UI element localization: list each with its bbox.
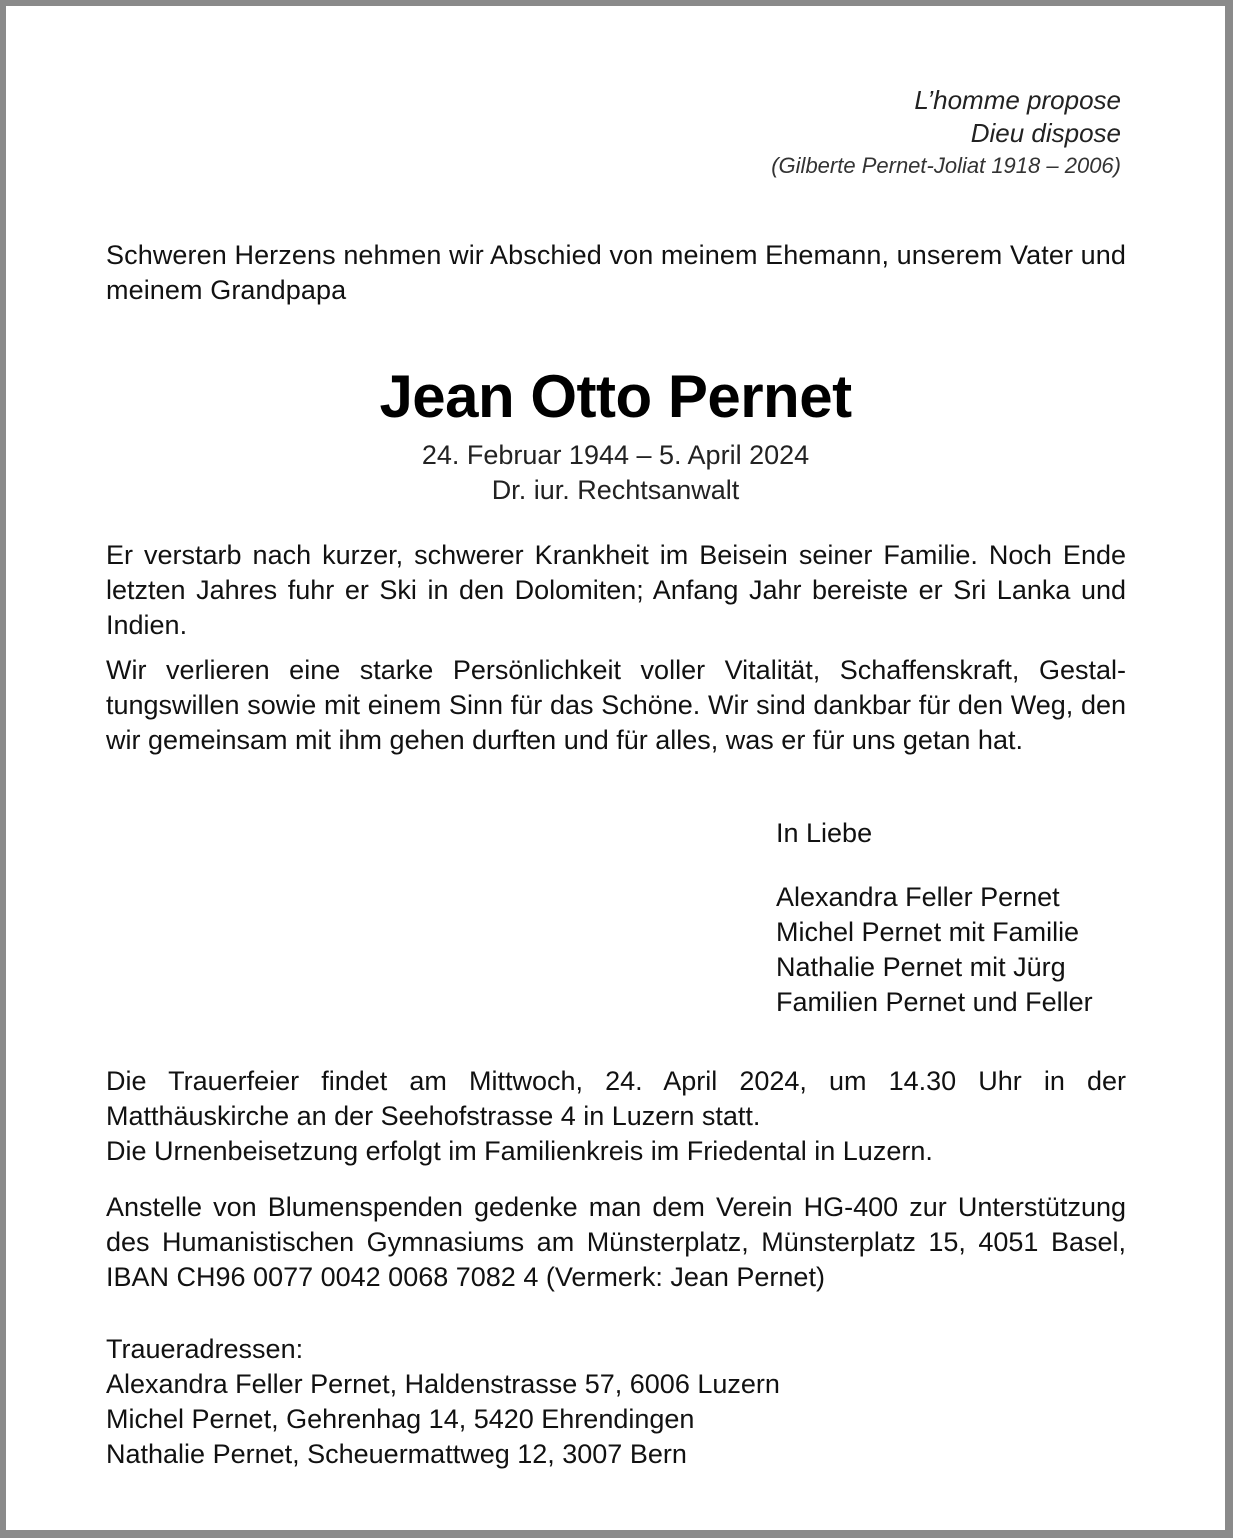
address-item: Michel Pernet, Gehrenhag 14, 5420 Ehrendingen	[106, 1404, 695, 1434]
tribute-paragraph: Wir verlieren eine starke Persönlichkeit voller Vitalität, Schaffenskraft, Gestaltungswillen sowie mit einem Sinn für das Schöne. Wir sind dankbar für den Weg, den wir gemeinsam mit ihm gehen durften und für alles, was er für uns getan hat.	[106, 655, 1126, 755]
addresses-heading: Traueradressen:	[106, 1334, 304, 1364]
signoff: In Liebe	[776, 818, 873, 848]
intro-text: Schweren Herzens nehmen wir Abschied von meinem Ehemann, unserem Vater und meinem Grandpapa	[106, 240, 1126, 305]
signer: Alexandra Feller Pernet	[776, 882, 1060, 912]
ceremony-line: Die Trauerfeier findet am Mittwoch, 24. April 2024, um 14.30 Uhr in der Matthäuskirche an der Seehofstrasse 4 in Luzern statt.	[106, 1066, 1126, 1131]
signer: Familien Pernet und Feller	[776, 987, 1093, 1017]
address-item: Nathalie Pernet, Scheuermattweg 12, 3007 Bern	[106, 1439, 687, 1469]
deceased-name: Jean Otto Pernet	[379, 363, 852, 430]
signer: Nathalie Pernet mit Jürg	[776, 952, 1066, 982]
burial-line: Die Urnenbeisetzung erfolgt im Familienkreis im Friedental in Luzern.	[106, 1136, 933, 1166]
motto-line-1: L’homme propose	[914, 85, 1121, 115]
obituary-page	[6, 6, 1225, 1530]
motto-line-2: Dieu dispose	[970, 118, 1121, 148]
professional-title: Dr. iur. Rechtsanwalt	[491, 475, 740, 505]
motto-quote	[771, 84, 1121, 182]
address-item: Alexandra Feller Pernet, Haldenstrasse 57, 6006 Luzern	[106, 1369, 780, 1399]
mourning-addresses	[106, 1332, 1126, 1472]
donation-paragraph: Anstelle von Blumenspenden gedenke man dem Verein HG-400 zur Unterstützung des Humanistischen Gymnasiums am Münsterplatz, Münsterplatz 15, 4051 Basel, IBAN CH96 0077 0042 0068 7082 4 (Vermerk: Jean Pernet)	[106, 1192, 1126, 1292]
motto-source: (Gilberte Pernet-Joliat 1918 – 2006)	[771, 153, 1121, 178]
life-dates: 24. Februar 1944 – 5. April 2024	[421, 440, 810, 470]
death-paragraph: Er verstarb nach kurzer, schwerer Krankheit im Beisein seiner Familie. Noch Ende letzten Jahres fuhr er Ski in den Dolomiten; Anfang Jahr bereiste er Sri Lanka und Indien.	[106, 540, 1126, 640]
signers-list	[776, 880, 1093, 1020]
ceremony-info	[106, 1064, 1126, 1169]
signer: Michel Pernet mit Familie	[776, 917, 1080, 947]
